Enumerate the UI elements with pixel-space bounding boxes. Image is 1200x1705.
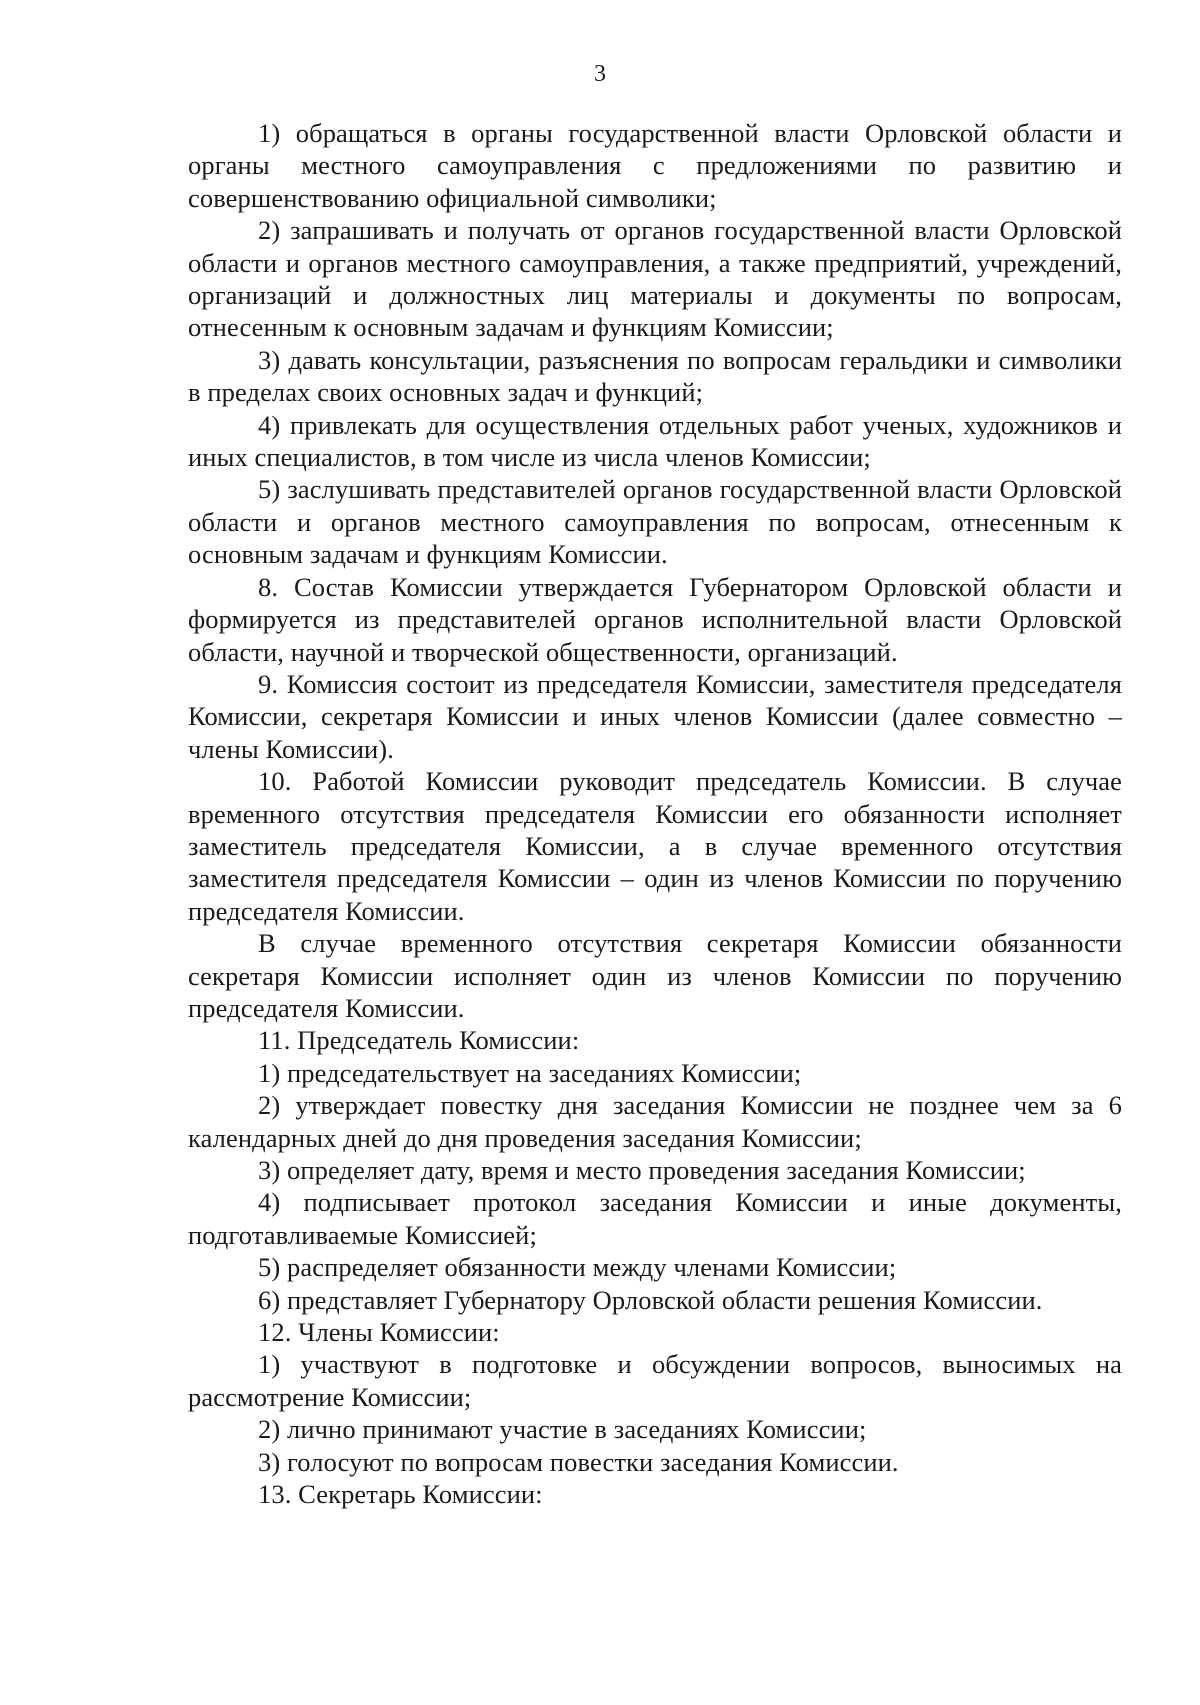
paragraph-chair-duty-5: 5) распределяет обязанности между членами Комиссии; bbox=[258, 1252, 897, 1283]
paragraph-section-11: 11. Председатель Комиссии: bbox=[258, 1025, 580, 1056]
paragraph-section-9: 9. Комиссия состоит из председателя Комиссии, заместителя председателя Комиссии, секретаря Комиссии и иных членов Комиссии (далее совместно – члены Комиссии). bbox=[188, 668, 1122, 764]
paragraph-rights-1: 1) обращаться в органы государственной власти Орловской области и органы местного самоуправления с предложениями по развитию и совершенствованию официальной символики; bbox=[188, 118, 1122, 213]
paragraph-chair-duty-4: 4) подписывает протокол заседания Комиссии и иные документы, подготавливаемые Комиссией; bbox=[188, 1187, 1122, 1250]
document-body bbox=[188, 117, 1122, 1510]
paragraph-section-8: 8. Состав Комиссии утверждается Губернатором Орловской области и формируется из представителей органов исполнительной власти Орловской области, научной и творческой общественности, организаций. bbox=[188, 571, 1122, 667]
paragraph-chair-duty-3: 3) определяет дату, время и место проведения заседания Комиссии; bbox=[258, 1155, 1026, 1185]
paragraph-rights-4: 4) привлекать для осуществления отдельных работ ученых, художников и иных специалистов, в том числе из числа членов Комиссии; bbox=[188, 409, 1122, 473]
paragraph-member-duty-2: 2) лично принимают участие в заседаниях Комиссии; bbox=[258, 1414, 867, 1445]
paragraph-chair-duty-1: 1) председательствует на заседаниях Комиссии; bbox=[258, 1057, 802, 1088]
paragraph-member-duty-1: 1) участвуют в подготовке и обсуждении вопросов, выносимых на рассмотрение Комиссии; bbox=[188, 1349, 1122, 1412]
paragraph-secretary-absence: В случае временного отсутствия секретаря Комиссии обязанности секретаря Комиссии исполняет один из членов Комиссии по поручению председателя Комиссии. bbox=[188, 928, 1122, 1023]
paragraph-section-12: 12. Члены Комиссии: bbox=[258, 1317, 500, 1348]
paragraph-section-13: 13. Секретарь Комиссии: bbox=[258, 1479, 543, 1510]
paragraph-rights-5: 5) заслушивать представителей органов государственной власти Орловской области и органов местного самоуправления по вопросам, отнесенным к основным задачам и функциям Комиссии. bbox=[188, 474, 1122, 570]
paragraph-chair-duty-2: 2) утверждает повестку дня заседания Комиссии не позднее чем за 6 календарных дней до дня проведения заседания Комиссии; bbox=[188, 1090, 1122, 1153]
paragraph-rights-3: 3) давать консультации, разъяснения по вопросам геральдики и символики в пределах своих основных задач и функций; bbox=[188, 344, 1122, 408]
page-number: 3 bbox=[594, 61, 606, 87]
paragraph-section-10: 10. Работой Комиссии руководит председатель Комиссии. В случае временного отсутствия председателя Комиссии его обязанности исполняет заместитель председателя Комиссии, а в случае временного отсутствия заместителя председателя Комиссии – один из членов Комиссии по поручению председателя Комиссии. bbox=[188, 766, 1122, 926]
paragraph-rights-2: 2) запрашивать и получать от органов государственной власти Орловской области и органов местного самоуправления, а также предприятий, учреждений, организаций и должностных лиц материалы и документы по вопросам, отнесенным к основным задачам и функциям Комиссии; bbox=[188, 215, 1122, 343]
paragraph-chair-duty-6: 6) представляет Губернатору Орловской области решения Комиссии. bbox=[258, 1284, 1043, 1315]
paragraph-member-duty-3: 3) голосуют по вопросам повестки заседания Комиссии. bbox=[258, 1446, 899, 1477]
